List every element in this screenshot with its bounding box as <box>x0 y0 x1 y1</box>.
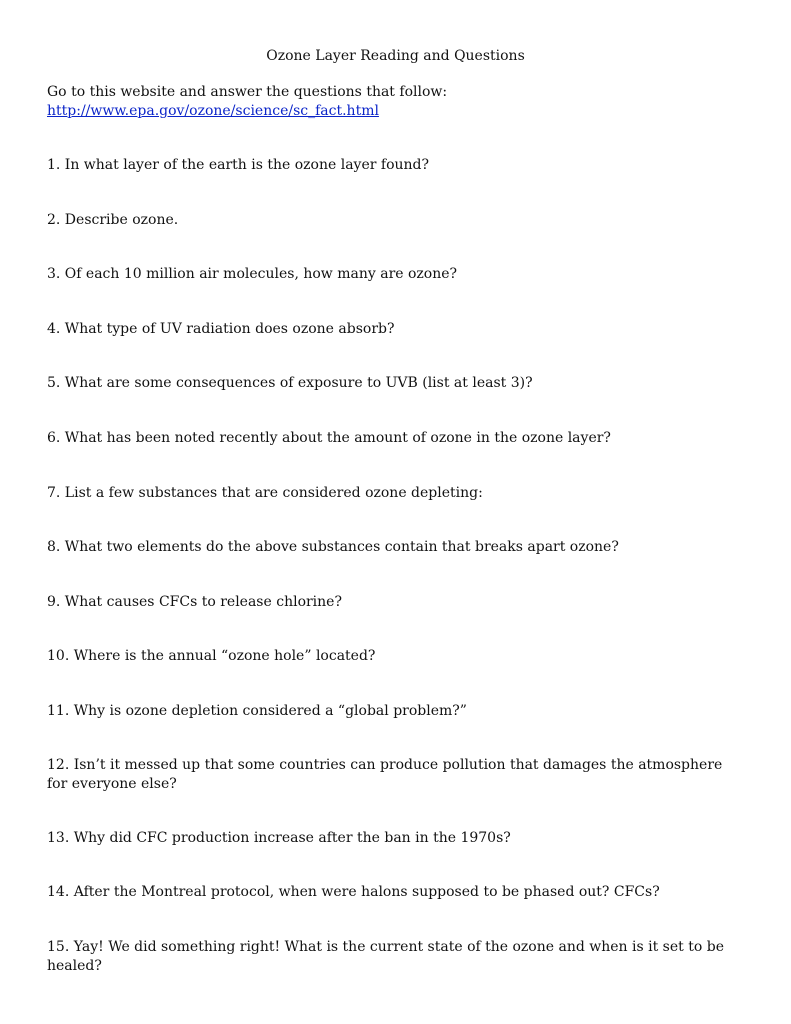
question-11: 11. Why is ozone depletion considered a “global problem?” <box>47 703 467 719</box>
question-3: 3. Of each 10 million air molecules, how many are ozone? <box>47 266 458 282</box>
question-1: 1. In what layer of the earth is the ozone layer found? <box>47 157 429 173</box>
question-12: 12. Isn’t it messed up that some countries can produce pollution that damages the atmosphere for everyone else? <box>47 757 723 792</box>
epa-website-link[interactable]: http://www.epa.gov/ozone/science/sc_fact.html <box>47 103 379 119</box>
question-8: 8. What two elements do the above substances contain that breaks apart ozone? <box>47 539 619 555</box>
question-7: 7. List a few substances that are considered ozone depleting: <box>47 485 483 501</box>
question-2: 2. Describe ozone. <box>47 212 179 228</box>
question-10: 10. Where is the annual “ozone hole” located? <box>47 648 376 664</box>
question-5: 5. What are some consequences of exposure to UVB (list at least 3)? <box>47 375 533 391</box>
question-4: 4. What type of UV radiation does ozone absorb? <box>47 321 395 337</box>
page-title: Ozone Layer Reading and Questions <box>266 48 525 64</box>
question-14: 14. After the Montreal protocol, when were halons supposed to be phased out? CFCs? <box>47 884 660 900</box>
question-13: 13. Why did CFC production increase after the ban in the 1970s? <box>47 830 511 846</box>
question-15: 15. Yay! We did something right! What is the current state of the ozone and when is it set to be healed? <box>47 939 724 974</box>
instructions <box>47 83 447 121</box>
question-9: 9. What causes CFCs to release chlorine? <box>47 594 342 610</box>
instructions-text: Go to this website and answer the questions that follow: <box>47 84 448 100</box>
question-6: 6. What has been noted recently about the amount of ozone in the ozone layer? <box>47 430 611 446</box>
